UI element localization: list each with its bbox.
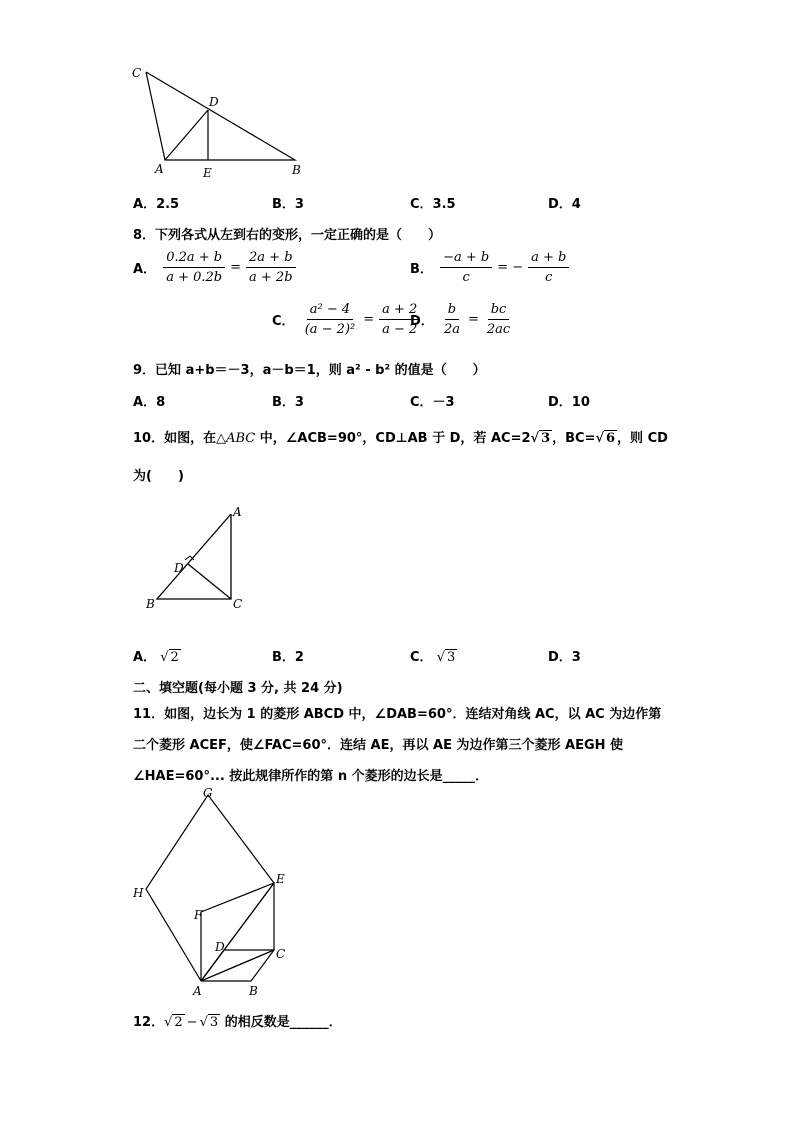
label-A: A <box>155 162 164 176</box>
label-B: B <box>292 163 301 177</box>
label-E: E <box>203 166 212 180</box>
q8-stem: 8．下列各式从左到右的变形，一定正确的是（ ） <box>133 228 442 243</box>
sqrt-icon: √ 3 <box>199 1015 219 1030</box>
fraction-left: $\frac{-a + b}{c}$ <box>440 250 492 285</box>
sqrt-ac: √ 3 <box>530 431 551 446</box>
q9-option-a[interactable]: A．8 <box>133 395 166 410</box>
fraction-right: $\frac{a + 2}{a - 2}$ <box>379 302 420 337</box>
label-G: G <box>203 786 213 800</box>
sqrt-icon: √ 2 <box>164 1015 183 1030</box>
q7-option-a[interactable]: A．2.5 <box>133 197 180 212</box>
q10-stem-line2: 为( ) <box>133 469 184 484</box>
fraction-right: $\frac{2a + b}{a + 2b}$ <box>246 250 296 285</box>
label-D: D <box>174 561 184 575</box>
figure-q7-triangle <box>125 62 315 182</box>
label-D: D <box>209 95 219 109</box>
q10-option-d[interactable]: D．3 <box>548 650 581 665</box>
q8-option-b[interactable]: B． $\frac{-a + b}{c}$ = − $\frac{a + b}{c}$ <box>410 250 572 285</box>
q9-stem: 9．已知 a+b＝－3，a－b＝1，则 a² - b² 的值是（ ） <box>133 363 486 378</box>
q10-option-a[interactable]: A． √ 2 <box>133 650 179 665</box>
fraction-left: $\frac{b}{2a}$ <box>443 302 460 337</box>
label-C: C <box>132 66 142 80</box>
q8-option-a[interactable]: A． $\frac{0.2a + b}{a + 0.2b}$ = $\frac{2a + b}{a + 2b}$ <box>133 250 299 285</box>
q8-option-c[interactable]: C． $\frac{\text{a² − 4}}{\text{(a − 2)²}}$ = $\frac{a + 2}{a - 2}$ <box>272 302 423 337</box>
label-C: C <box>276 947 286 961</box>
q9-option-d[interactable]: D．10 <box>548 395 590 410</box>
sqrt-icon: √ 3 <box>436 650 456 665</box>
q9-option-c[interactable]: C．－3 <box>410 395 455 410</box>
q10-stem: 10．如图，在△ABC 中，∠ACB=90°，CD⊥AB 于 D，若 AC=2√ 3 ，BC=√ 6 ，则 CD <box>133 431 668 446</box>
sqrt-bc: √ 6 <box>595 431 616 446</box>
q7-option-c[interactable]: C．3.5 <box>410 197 456 212</box>
label-D: D <box>215 940 225 954</box>
label-B: B <box>146 597 155 611</box>
sqrt-icon: √ 2 <box>160 650 179 665</box>
label-C: C <box>233 597 243 611</box>
label-F: F <box>194 908 203 922</box>
figure-q11-rhombuses <box>125 783 305 1001</box>
fraction-left: $\frac{\text{a² − 4}}{\text{(a − 2)²}}$ <box>304 302 356 337</box>
label-A: A <box>193 984 202 998</box>
q12-stem: 12．√ 2 − √ 3 的相反数是______． <box>133 1015 342 1030</box>
fraction-left: $\frac{0.2a + b}{a + 0.2b}$ <box>163 250 225 285</box>
q9-option-b[interactable]: B．3 <box>272 395 304 410</box>
q11-stem-line1: 11．如图，边长为 1 的菱形 ABCD 中，∠DAB=60°．连结对角线 AC，以 AC 为边作第 <box>133 707 662 722</box>
q8-option-d[interactable]: D． $\frac{b}{2a}$ = $\frac{bc}{2ac}$ <box>410 302 516 337</box>
label-E: E <box>276 872 285 886</box>
section-heading: 二、填空题(每小题 3 分, 共 24 分) <box>133 681 343 696</box>
q7-option-b[interactable]: B．3 <box>272 197 304 212</box>
label-A: A <box>233 505 242 519</box>
label-H: H <box>133 886 144 900</box>
q10-option-b[interactable]: B．2 <box>272 650 304 665</box>
q7-option-d[interactable]: D．4 <box>548 197 581 212</box>
fraction-right: $\frac{a + b}{c}$ <box>528 250 569 285</box>
figure-q10-right-triangle <box>140 502 255 614</box>
q11-stem-line3: ∠HAE=60°... 按此规律所作的第 n 个菱形的边长是_____． <box>133 769 489 784</box>
label-B: B <box>249 984 258 998</box>
fraction-right: $\frac{bc}{2ac}$ <box>486 302 511 337</box>
q11-stem-line2: 二个菱形 ACEF，使∠FAC=60°．连结 AE，再以 AE 为边作第三个菱形 AEGH 使 <box>133 738 624 753</box>
q10-option-c[interactable]: C． √ 3 <box>410 650 456 665</box>
